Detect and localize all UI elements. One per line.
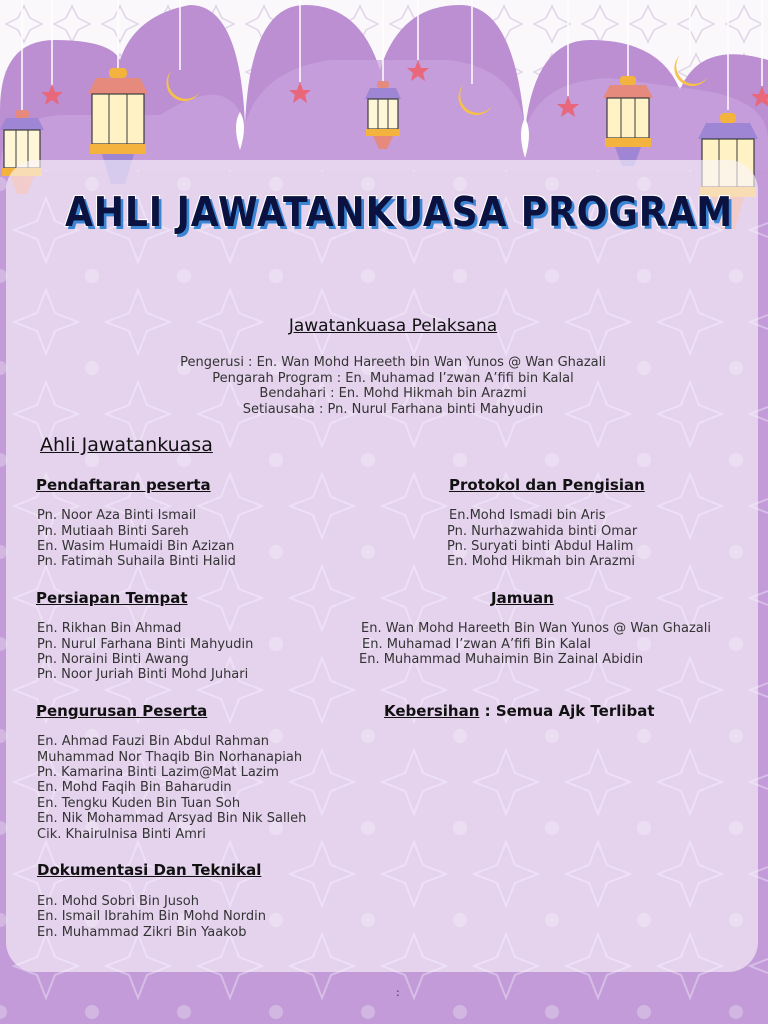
member-name: Pn. Mutiaah Binti Sareh (37, 524, 189, 539)
kebersihan-value: : Semua Ajk Terlibat (479, 702, 655, 720)
member-name: En.Mohd Ismadi bin Aris (449, 508, 606, 523)
member-name: Pn. Noor Aza Binti Ismail (37, 508, 197, 523)
section-title-protokol: Protokol dan Pengisian (449, 476, 645, 494)
member-name: En. Ahmad Fauzi Bin Abdul Rahman (37, 734, 270, 749)
member-name: Pn. Nurhazwahida binti Omar (447, 524, 638, 539)
member-name: En. Wasim Humaidi Bin Azizan (37, 539, 235, 554)
member-name: En. Mohd Faqih Bin Baharudin (37, 780, 232, 795)
member-name: Pn. Kamarina Binti Lazim@Mat Lazim (37, 765, 279, 780)
section-title-jamuan: Jamuan (491, 589, 554, 607)
member-name: En. Muhammad Zikri Bin Yaakob (37, 925, 247, 940)
section-title-pendaftaran: Pendaftaran peserta (36, 476, 211, 494)
page-title: AHLI JAWATANKUASA PROGRAM (64, 188, 734, 236)
member-name: En. Muhamad I’zwan A’fifi Bin Kalal (362, 637, 592, 652)
member-name: En. Ismail Ibrahim Bin Mohd Nordin (37, 909, 266, 924)
section-title-kebersihan: Kebersihan (384, 702, 480, 720)
member-name: En. Nik Mohammad Arsyad Bin Nik Salleh (37, 811, 307, 826)
member-name: Muhammad Nor Thaqib Bin Norhanapiah (37, 750, 303, 765)
kebersihan-row (384, 702, 655, 720)
member-name: En. Mohd Hikmah bin Arazmi (447, 554, 635, 569)
member-name: Pn. Nurul Farhana Binti Mahyudin (37, 637, 254, 652)
member-name: Pn. Noor Juriah Binti Mohd Juhari (37, 667, 249, 682)
member-name: Pn. Fatimah Suhaila Binti Halid (37, 554, 236, 569)
section-title-dokumentasi: Dokumentasi Dan Teknikal (37, 861, 262, 879)
pelaksana-line: Pengarah Program : En. Muhamad I’zwan A’fifi bin Kalal (212, 371, 574, 386)
member-name: Pn. Suryati binti Abdul Halim (447, 539, 634, 554)
section-title-pengurusan: Pengurusan Peserta (36, 702, 208, 720)
pelaksana-line: Pengerusi : En. Wan Mohd Hareeth bin Wan Yunos @ Wan Ghazali (180, 355, 606, 370)
member-name: En. Wan Mohd Hareeth Bin Wan Yunos @ Wan Ghazali (361, 621, 711, 636)
pelaksana-line: Setiausaha : Pn. Nurul Farhana binti Mahyudin (242, 402, 544, 417)
member-name: En. Muhammad Muhaimin Bin Zainal Abidin (359, 652, 644, 667)
pelaksana-line: Bendahari : En. Mohd Hikmah bin Arazmi (259, 386, 527, 401)
member-name: Cik. Khairulnisa Binti Amri (37, 827, 206, 842)
ajk-heading: Ahli Jawatankuasa (40, 434, 213, 456)
footer-mark: : (396, 986, 400, 999)
section-title-persiapan: Persiapan Tempat (36, 589, 188, 607)
member-name: Pn. Noraini Binti Awang (37, 652, 189, 667)
member-name: En. Rikhan Bin Ahmad (37, 621, 182, 636)
pelaksana-heading: Jawatankuasa Pelaksana (288, 316, 498, 336)
member-name: En. Mohd Sobri Bin Jusoh (37, 894, 199, 909)
member-name: En. Tengku Kuden Bin Tuan Soh (37, 796, 241, 811)
